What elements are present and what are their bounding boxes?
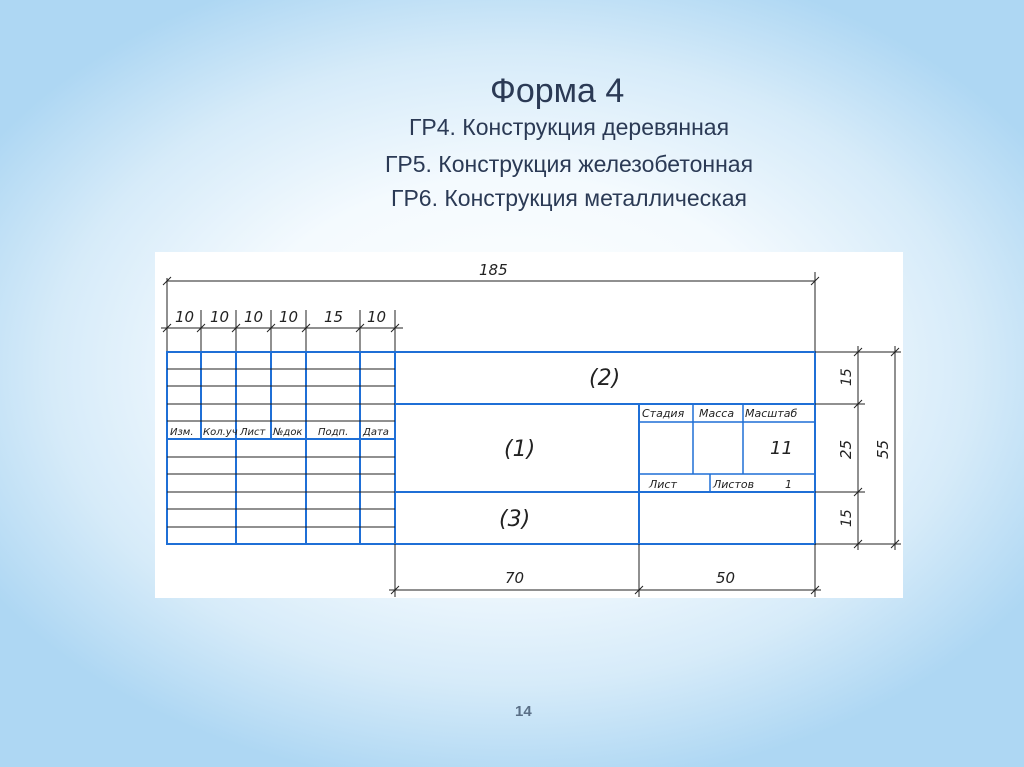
bottom-dim-50: 50 [716, 569, 736, 587]
total-height-55: 55 [874, 439, 892, 459]
sheets-value: 1 [785, 478, 792, 491]
field-3-label: (3) [499, 507, 531, 532]
header-ndok: №док [273, 427, 303, 438]
right-dim-15-top: 15 [839, 368, 855, 386]
col-width-4: 10 [279, 308, 299, 326]
scale-value: 11 [770, 438, 793, 459]
title-block-drawing [155, 252, 903, 598]
col-width-2: 10 [210, 308, 230, 326]
slide-number: 14 [515, 703, 532, 720]
stage-header: Стадия [642, 407, 685, 420]
overall-width-label: 185 [479, 261, 508, 279]
header-kol-uch: Кол.уч [203, 427, 238, 438]
header-data: Дата [363, 427, 389, 438]
subtitle-gr6: ГР6. Конструкция металлическая [391, 185, 747, 211]
field-2-label: (2) [589, 366, 621, 391]
col-width-6: 10 [367, 308, 387, 326]
subtitle-gr5: ГР5. Конструкция железобетонная [384, 151, 754, 177]
bottom-dim-70: 70 [505, 569, 525, 587]
scale-header: Масштаб [745, 407, 798, 420]
col-width-1: 10 [175, 308, 195, 326]
slide-title: Форма 4 [490, 72, 625, 110]
right-dim-25: 25 [837, 439, 855, 459]
header-izm: Изм. [170, 427, 194, 438]
subtitle-gr4: ГР4. Конструкция деревянная [408, 114, 730, 140]
col-width-5: 15 [324, 308, 344, 326]
col-width-3: 10 [244, 308, 264, 326]
right-dim-15-bottom: 15 [839, 509, 855, 527]
header-list: Лист [240, 427, 266, 438]
field-1-label: (1) [504, 437, 536, 462]
mass-header: Масса [699, 407, 735, 420]
header-podp: Подп. [318, 427, 349, 438]
sheets-label: Листов [713, 478, 755, 491]
sheet-label: Лист [649, 478, 677, 491]
